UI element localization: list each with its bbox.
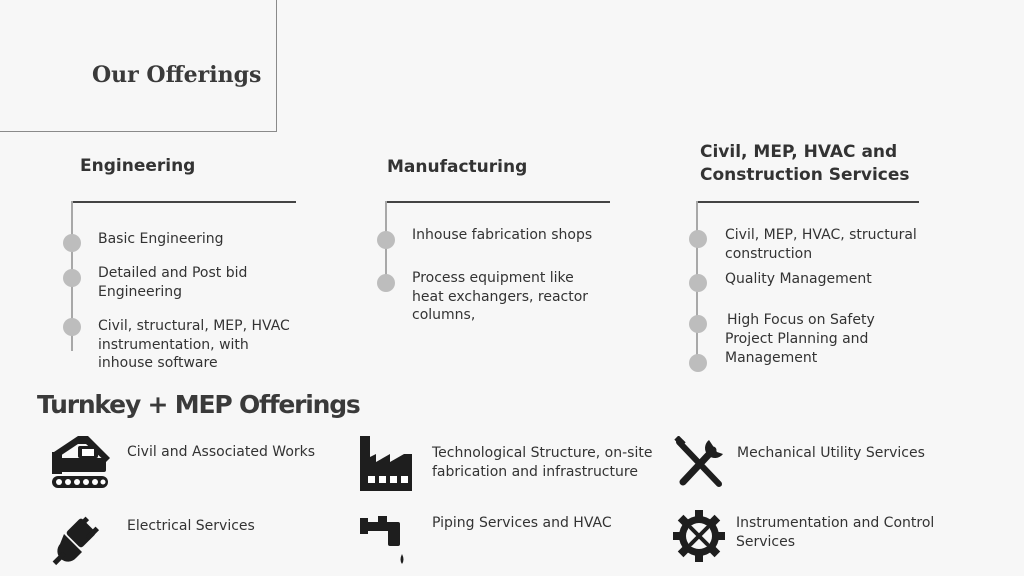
- list-item: Detailed and Post bid Engineering: [98, 265, 248, 300]
- list-item: Quality Management: [725, 271, 872, 287]
- title-box: [0, 0, 277, 132]
- gear-tools-icon: [671, 508, 727, 564]
- service-civil: Civil and Associated Works: [127, 444, 316, 460]
- bullet-dot: [689, 315, 707, 333]
- bullet-dot: [377, 274, 395, 292]
- bullet-dot: [63, 234, 81, 252]
- construction-rule: [697, 201, 919, 203]
- manufacturing-rule: [386, 201, 610, 203]
- wrench-screwdriver-icon: [673, 436, 727, 490]
- turnkey-heading: Turnkey + MEP Offerings: [37, 390, 360, 419]
- manufacturing-heading: Manufacturing: [387, 157, 528, 177]
- service-technological-structure: Technological Structure, on-site fabrication and infrastructure: [432, 445, 653, 480]
- bullet-dot: [63, 318, 81, 336]
- list-item: Process equipment like heat exchangers, reactor columns,: [412, 270, 589, 323]
- page-title: Our Offerings: [92, 62, 262, 88]
- list-item: Basic Engineering: [98, 231, 224, 247]
- list-item: Civil, MEP, HVAC, structural construction: [725, 227, 917, 262]
- service-piping: Piping Services and HVAC: [432, 515, 612, 531]
- construction-heading: Civil, MEP, HVAC and Construction Services: [700, 142, 910, 185]
- service-electrical: Electrical Services: [127, 518, 255, 534]
- factory-icon: [358, 436, 414, 492]
- plug-icon: [50, 510, 106, 566]
- list-item: High Focus on Safety: [727, 312, 875, 328]
- bullet-dot: [689, 274, 707, 292]
- bullet-dot: [63, 269, 81, 287]
- list-item: Inhouse fabrication shops: [412, 227, 593, 243]
- engineering-heading: Engineering: [80, 156, 196, 176]
- service-mechanical: Mechanical Utility Services: [737, 445, 925, 461]
- engineering-rule: [72, 201, 296, 203]
- bullet-dot: [689, 230, 707, 248]
- excavator-icon: [48, 432, 116, 494]
- bullet-dot: [689, 354, 707, 372]
- service-instrumentation: Instrumentation and Control Services: [736, 515, 935, 550]
- faucet-icon: [360, 512, 412, 568]
- bullet-dot: [377, 231, 395, 249]
- list-item: Civil, structural, MEP, HVAC instrumentation, with inhouse software: [98, 318, 290, 371]
- list-item: Project Planning and Management: [725, 331, 869, 366]
